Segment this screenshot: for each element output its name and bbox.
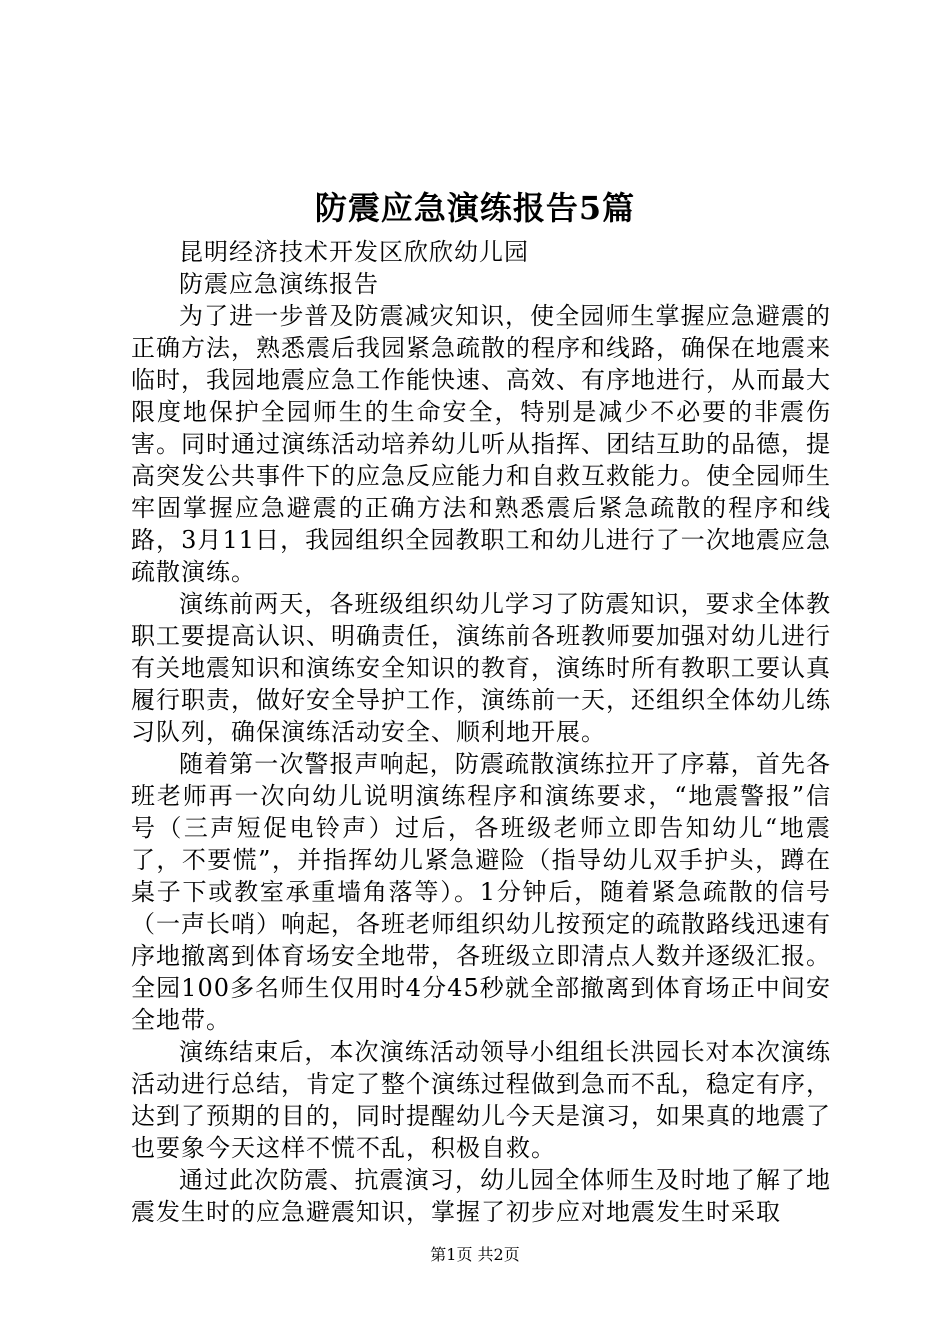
document-title: 防震应急演练报告5篇 bbox=[314, 189, 636, 227]
paragraph-purpose: 为了进一步普及防震减灾知识，使全园师生掌握应急避震的正确方法，熟悉震后我园紧急疏散的程序和线路，确保在地震来临时，我园地震应急工作能快速、高效、有序地进行，从而最大限度地保护全园师生的生命安全，特别是减少不必要的非震伤害。同时通过演练活动培养幼儿听从指挥、团结互助的品德，提高突发公共事件下的应急反应能力和自救互救能力。使全园师生牢固掌握应急避震的正确方法和熟悉震后紧急疏散的程序和线路，3月11日，我园组织全园教职工和幼儿进行了一次地震应急疏散演练。 bbox=[131, 302, 831, 586]
paragraph-preparation: 演练前两天，各班级组织幼儿学习了防震知识，要求全体教职工要提高认识、明确责任，演练前各班教师要加强对幼儿进行有关地震知识和演练安全知识的教育，演练时所有教职工要认真履行职责，做好安全导护工作，演练前一天，还组织全体幼儿练习队列，确保演练活动安全、顺利地开展。 bbox=[131, 590, 831, 746]
paragraph-school-name: 昆明经济技术开发区欣欣幼儿园 bbox=[179, 238, 529, 266]
paragraph-conclusion: 通过此次防震、抗震演习，幼儿园全体师生及时地了解了地震发生时的应急避震知识，掌握了初步应对地震发生时采取 bbox=[131, 1166, 831, 1226]
page-footer: 第1页 共2页 bbox=[430, 1245, 520, 1264]
document-body bbox=[131, 236, 831, 1228]
paragraph-report-heading: 防震应急演练报告 bbox=[179, 270, 379, 298]
paragraph-summary: 演练结束后，本次演练活动领导小组组长洪园长对本次演练活动进行总结，肯定了整个演练过程做到急而不乱，稳定有序，达到了预期的目的，同时提醒幼儿今天是演习，如果真的地震了也要象今天这样不慌不乱，积极自救。 bbox=[131, 1038, 831, 1162]
paragraph-drill-process: 随着第一次警报声响起，防震疏散演练拉开了序幕，首先各班老师再一次向幼儿说明演练程序和演练要求，“地震警报”信号（三声短促电铃声）过后，各班级老师立即告知幼儿“地震了，不要慌”，并指挥幼儿紧急避险（指导幼儿双手护头，蹲在桌子下或教室承重墙角落等）。1分钟后，随着紧急疏散的信号（一声长哨）响起，各班老师组织幼儿按预定的疏散路线迅速有序地撤离到体育场安全地带，各班级立即清点人数并逐级汇报。全园100多名师生仅用时4分45秒就全部撤离到体育场正中间安全地带。 bbox=[131, 750, 831, 1034]
